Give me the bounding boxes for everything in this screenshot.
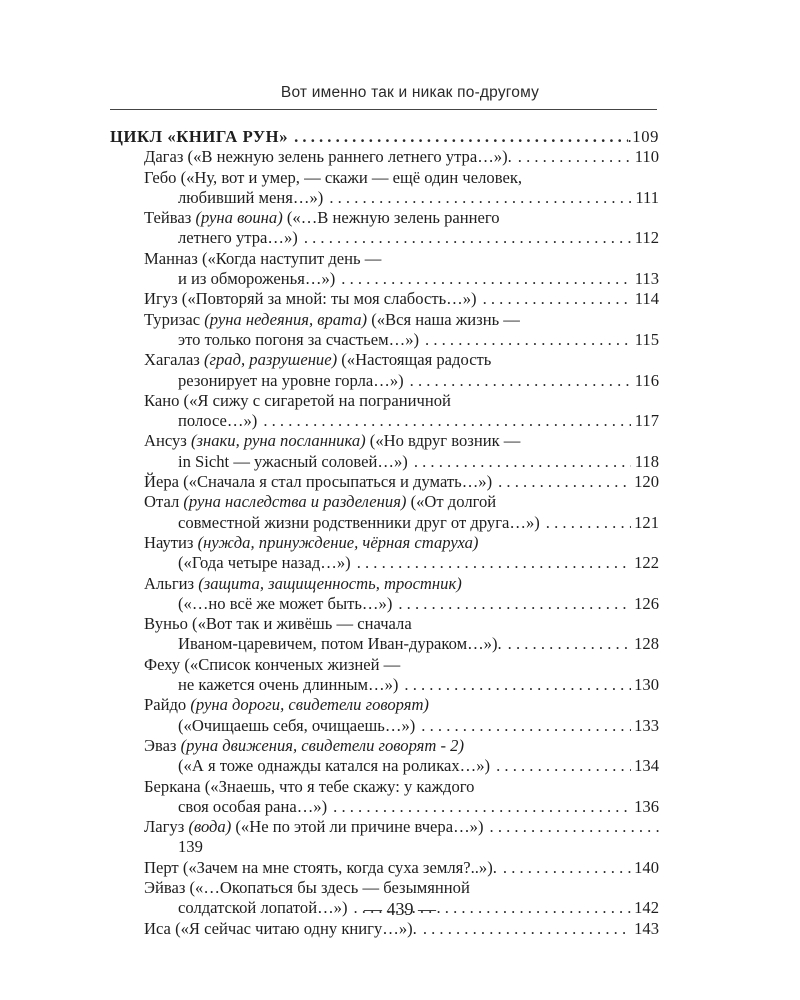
- toc-entry-page: 121: [634, 512, 659, 532]
- toc-entry-text: своя особая рана…»): [178, 796, 328, 816]
- toc-entry-page: 120: [634, 472, 659, 492]
- toc-entry-continuation: [110, 756, 659, 776]
- toc-entry-page: 122: [634, 553, 659, 573]
- toc-entry-page: 113: [634, 269, 659, 289]
- toc-entry-page: 114: [634, 289, 659, 309]
- toc-entry-continuation: [110, 716, 659, 736]
- toc-entry-text: полосе…»): [178, 411, 258, 431]
- toc-entry-page: 134: [634, 756, 659, 776]
- dot-leader: [512, 147, 631, 167]
- toc-entry-text: не кажется очень длинным…»): [178, 675, 399, 695]
- toc-heading-title: ЦИКЛ «КНИГА РУН»: [110, 127, 289, 146]
- toc-entry: [110, 614, 659, 634]
- toc-entry-continuation: [110, 188, 659, 208]
- toc-entry: [110, 574, 659, 594]
- toc-entry-continuation: [110, 452, 659, 472]
- dot-leader: [408, 452, 631, 472]
- toc-entry-text: солдатской лопатой…»): [178, 898, 348, 918]
- toc-entry: [110, 249, 659, 269]
- toc-entry-text: Эйваз («…Окопаться бы здесь — безымянной: [144, 877, 470, 897]
- header-rule: [110, 109, 657, 110]
- toc-entry-text: Манназ («Когда наступит день —: [144, 248, 382, 268]
- toc-entry: [110, 695, 659, 715]
- toc-entry-page: 136: [634, 796, 659, 816]
- toc-entry: [110, 655, 659, 675]
- toc-entry-text: Игуз («Повторяй за мной: ты моя слабость…»): [144, 289, 477, 309]
- toc-entry-text: Наутиз (нужда, принуждение, чёрная старуха): [144, 532, 479, 552]
- toc-entry-page: 111: [635, 187, 659, 207]
- toc-entry-text: Отал (руна наследства и разделения) («От долгой: [144, 492, 497, 512]
- toc-heading: [110, 127, 659, 147]
- toc-entry-continuation: [110, 330, 659, 350]
- dot-leader: [419, 330, 631, 350]
- toc-entry-continuation: [110, 371, 659, 391]
- running-title: Вот именно так и никак по-другому: [280, 84, 540, 101]
- toc-entry-page: 117: [634, 411, 659, 431]
- toc-entry: [110, 310, 659, 330]
- toc-entry-page: 126: [634, 593, 659, 613]
- toc-entry-text: Перт («Зачем на мне стоять, когда суха земля?..»).: [144, 857, 497, 877]
- toc-entry-text: Иса («Я сейчас читаю одну книгу…»).: [144, 918, 417, 938]
- toc-entry: [110, 350, 659, 370]
- toc-entry: [110, 817, 659, 837]
- toc-entry-page: 133: [634, 715, 659, 735]
- toc-entry-text: Хагалаз (град, разрушение) («Настоящая радость: [144, 350, 492, 370]
- toc-entry-text: Иваном-царевичем, потом Иван-дураком…»).: [178, 634, 502, 654]
- toc-entry-continuation: [110, 513, 659, 533]
- toc-entry-text: Вуньо («Вот так и живёшь — сначала: [144, 614, 412, 634]
- toc-entry-text: 139: [178, 837, 203, 857]
- toc-entry-text: и из обмороженья…»): [178, 269, 336, 289]
- toc-entry-text: Дагаз («В нежную зелень раннего летнего утра…»).: [144, 147, 512, 167]
- toc-entry: [110, 147, 659, 167]
- toc-entry-continuation: [110, 411, 659, 431]
- toc-entry-text: Феху («Список конченых жизней —: [144, 654, 401, 674]
- toc-entry: [110, 208, 659, 228]
- toc-entry-page: 143: [634, 918, 659, 938]
- toc-entry: [110, 919, 659, 939]
- toc-entry-text: Альгиз (защита, защищенность, тростник): [144, 573, 462, 593]
- toc-entry-page: 142: [634, 898, 659, 918]
- dot-leader: [502, 634, 631, 654]
- dot-leader: [257, 411, 631, 431]
- toc-entry-continuation: [110, 228, 659, 248]
- dot-leader: [497, 858, 631, 878]
- toc-entry-continuation: [110, 269, 659, 289]
- toc-entry-continuation: [110, 797, 659, 817]
- toc-entry: [110, 777, 659, 797]
- toc-entry: [110, 391, 659, 411]
- toc-entry-continuation: [110, 553, 659, 573]
- toc-entry: [110, 878, 659, 898]
- dot-leader: [298, 228, 631, 248]
- toc-entry-page: 115: [634, 329, 659, 349]
- dot-leader: [540, 513, 631, 533]
- toc-entry-text: («А я тоже однажды катался на роликах…»): [178, 756, 491, 776]
- toc-entry-text: любивший меня…»): [178, 187, 324, 207]
- toc-entry-text: Гебо («Ну, вот и умер, — скажи — ещё один человек,: [144, 167, 523, 187]
- toc-entry-text: Йера («Сначала я стал просыпаться и думать…»): [144, 472, 493, 492]
- toc-entry: [110, 533, 659, 553]
- toc-entry-text: Кано («Я сижу с сигаретой на пограничной: [144, 390, 451, 410]
- toc-entry-text: Тейваз (руна воина) («…В нежную зелень раннего: [144, 208, 500, 228]
- toc-entry-page: 140: [634, 857, 659, 877]
- toc-heading-page: .109: [627, 127, 659, 146]
- toc-entry-text: Ансуз (знаки, руна посланника) («Но вдруг возник —: [144, 431, 521, 451]
- table-of-contents: [110, 127, 659, 939]
- toc-entry-text: («Очищаешь себя, очищаешь…»): [178, 715, 416, 735]
- dot-leader: [335, 269, 631, 289]
- dot-leader: [490, 756, 631, 776]
- toc-entry-continuation: [110, 837, 659, 857]
- dot-leader: [323, 188, 631, 208]
- toc-entry-page: 130: [634, 675, 659, 695]
- toc-entry-text: совместной жизни родственники друг от друга…»): [178, 512, 540, 532]
- dot-leader: [404, 371, 631, 391]
- dot-leader: [477, 289, 631, 309]
- toc-entry-text: Туризас (руна недеяния, врата) («Вся наша жизнь —: [144, 309, 520, 329]
- dot-leader: [288, 127, 627, 147]
- toc-entry-page: 116: [634, 370, 659, 390]
- dot-leader: [392, 594, 631, 614]
- toc-entry: [110, 431, 659, 451]
- toc-entry: [110, 168, 659, 188]
- dot-leader: [327, 797, 631, 817]
- toc-entry-text: резонирует на уровне горла…»): [178, 370, 404, 390]
- toc-entry-text: это только погоня за счастьем…»): [178, 329, 420, 349]
- dot-leader: [415, 716, 631, 736]
- toc-entry: [110, 858, 659, 878]
- dot-leader: [417, 919, 631, 939]
- page-number: — 439 —: [364, 899, 436, 919]
- toc-entry-text: Лагуз (вода) («Не по этой ли причине вчера…»): [144, 817, 484, 837]
- toc-entry-text: Беркана («Знаешь, что я тебе скажу: у каждого: [144, 776, 475, 796]
- toc-entry-continuation: [110, 634, 659, 654]
- toc-entry-page: 118: [634, 451, 659, 471]
- toc-entry-text: летнего утра…»): [178, 228, 298, 248]
- toc-entry-page: 110: [634, 147, 659, 167]
- dot-leader: [484, 817, 659, 837]
- dot-leader: [351, 553, 631, 573]
- toc-entry: [110, 472, 659, 492]
- dot-leader: [398, 675, 631, 695]
- toc-entry-page: 112: [634, 228, 659, 248]
- toc-entry-continuation: [110, 594, 659, 614]
- toc-entry: [110, 492, 659, 512]
- toc-entry-text: Райдо (руна дороги, свидетели говорят): [144, 695, 429, 715]
- toc-entry: [110, 736, 659, 756]
- toc-entry-page: 128: [634, 634, 659, 654]
- toc-entry: [110, 289, 659, 309]
- toc-entry-continuation: [110, 675, 659, 695]
- dot-leader: [492, 472, 631, 492]
- toc-entry-text: in Sicht — ужасный соловей…»): [178, 451, 408, 471]
- toc-entry-text: Эваз (руна движения, свидетели говорят - 2): [144, 735, 464, 755]
- toc-entry-text: («…но всё же может быть…»): [178, 593, 393, 613]
- toc-entry-text: («Года четыре назад…»): [178, 553, 351, 573]
